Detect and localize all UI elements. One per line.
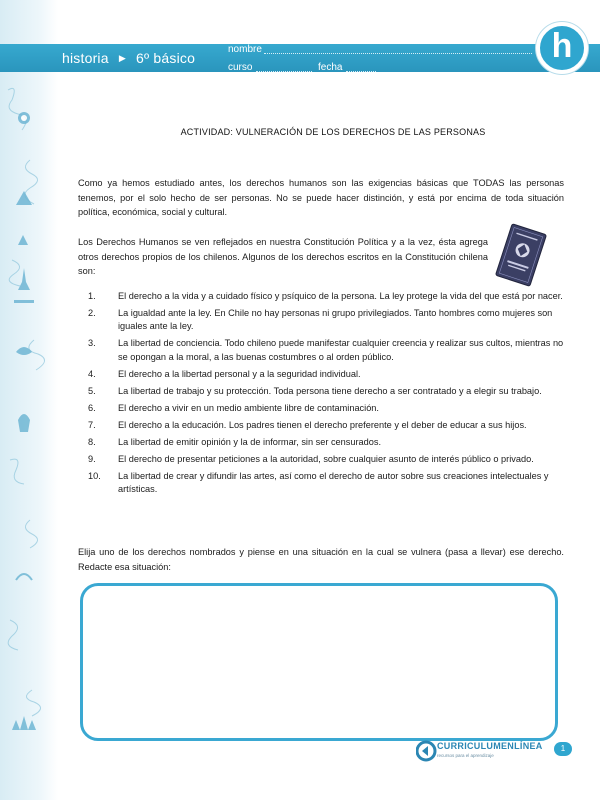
header-band [0,44,600,72]
separator-triangle-icon: ▶ [118,53,126,63]
instruction-paragraph: Elija uno de los derechos nombrados y piense en una situación en la cual se vulnera (pasa a llevar) ese derecho. Redacte esa situación: [78,547,564,572]
list-number: 1. [88,291,96,301]
list-text: El derecho a la educación. Los padres tienen el derecho preferente y el deber de educar a sus hijos. [118,419,527,430]
list-text: El derecho a la libertad personal y a la seguridad individual. [118,368,361,379]
list-item [88,368,564,381]
list-text: La libertad de emitir opinión y la de informar, sin ser censurados. [118,436,382,447]
list-item [88,337,564,364]
list-text: La libertad de trabajo y su protección. Toda persona tiene derecho a ser contratado y a elegir su trabajo. [118,385,542,396]
name-field-label: nombre [228,44,262,55]
header-subject [62,44,195,72]
list-number: 9. [88,453,96,464]
subject-label: historia [62,50,109,66]
page-number-badge: 1 [554,742,572,756]
list-number: 6. [88,402,96,413]
activity-title: ACTIVIDAD: VULNERACIÓN DE LOS DERECHOS DE LAS PERSONAS [180,127,486,137]
list-text: La igualdad ante la ley. En Chile no hay personas ni grupo privilegiados. Tanto hombres como mujeres son iguales ante la ley. [118,308,553,332]
history-logo: h [536,22,588,74]
list-item [88,470,564,497]
list-text: El derecho de presentar peticiones a la autoridad, sobre cualquier asunto de interés público o privado. [118,453,534,464]
list-number: 2. [88,308,96,318]
list-number: 3. [88,338,96,349]
list-number: 5. [88,385,96,396]
intro-paragraph: Como ya hemos estudiado antes, los derechos humanos son las exigencias básicas que TODAS las personas tenemos, por el solo hecho de ser personas. No se puede hacer distinción, y está por encima de toda situación política, económica, social y cultural. [78,178,564,218]
rights-list [88,290,564,500]
left-decorative-strip [0,0,58,800]
list-number: 7. [88,419,96,430]
list-number: 8. [88,436,96,447]
footer-brand: CURRICULUMENLÍNEA [437,741,543,751]
list-item [88,436,564,449]
constitution-paragraph: Los Derechos Humanos se ven reflejados en nuestra Constitución Política y a la vez, ésta agrega otros derechos propios de los chilenos. Algunos de los derechos escritos en la Constitución chilena son: [78,237,488,277]
name-field-line[interactable] [264,53,532,54]
list-text: La libertad de crear y difundir las artes, así como el derecho de autor sobre sus creaciones intelectuales y artísticas. [118,470,549,495]
decorative-pattern [0,0,58,800]
course-field-label: curso [228,62,253,73]
date-field-line[interactable] [346,71,376,72]
level-label: 6º básico [136,50,196,66]
list-number: 4. [88,368,96,379]
list-item [88,419,564,432]
list-item [88,385,564,398]
date-field-label: fecha [318,62,343,73]
list-text: La libertad de conciencia. Todo chileno puede manifestar cualquier creencia y realizar sus cultos, mientras no se opongan a la moral, a las buenas costumbres o al orden público. [118,338,564,362]
constitution-book-icon [495,222,547,288]
list-text: El derecho a la vida y a cuidado físico y psíquico de la persona. La ley protege la vida del que está por nacer. [118,291,563,301]
answer-box[interactable] [80,583,558,741]
list-text: El derecho a vivir en un medio ambiente libre de contaminación. [118,402,379,413]
footer-tagline: recursos para el aprendizaje [437,753,494,758]
course-field-line[interactable] [256,71,312,72]
list-number: 10. [88,470,101,481]
list-item [88,402,564,415]
list-item [88,290,564,303]
list-item [88,453,564,466]
list-item [88,307,564,334]
